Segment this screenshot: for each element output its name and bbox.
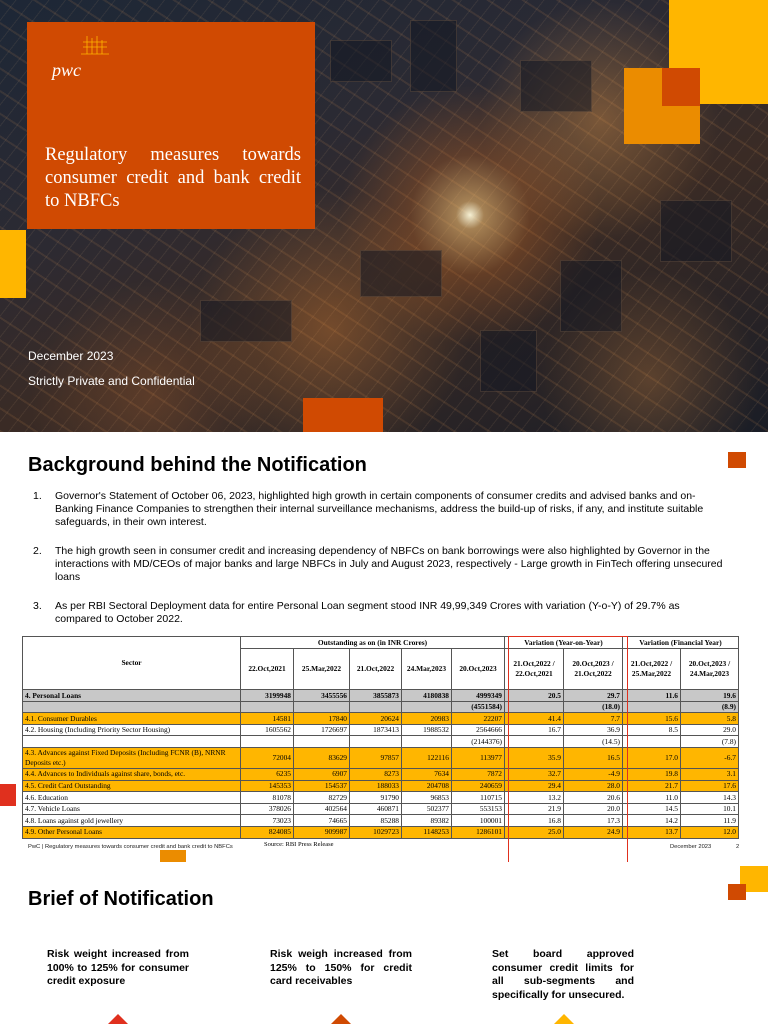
table-cell: 145353	[241, 780, 294, 792]
table-cell: 20983	[402, 713, 452, 725]
table-cell: 12.0	[681, 826, 739, 838]
row-label: 4.2. Housing (Including Priority Sector Housing)	[23, 724, 241, 736]
table-cell: 17.3	[564, 815, 623, 827]
row-label: 4.4. Advances to Individuals against share, bonds, etc.	[23, 768, 241, 780]
page-number: 2	[736, 844, 740, 850]
table-cell: 14.2	[623, 815, 681, 827]
table-cell: 2564666	[452, 724, 505, 736]
table-cell: 81078	[241, 792, 294, 804]
table-cell: 824085	[241, 826, 294, 838]
row-label: 4.6. Education	[23, 792, 241, 804]
table-cell: 10.1	[681, 803, 739, 815]
table-row	[23, 815, 739, 827]
table-cell: 29.0	[681, 724, 739, 736]
table-cell: 1726697	[294, 724, 350, 736]
table-cell: 74665	[294, 815, 350, 827]
table-row	[23, 803, 739, 815]
table-cell: 13.7	[623, 826, 681, 838]
table-cell: 100001	[452, 815, 505, 827]
row-label: 4.7. Vehicle Loans	[23, 803, 241, 815]
table-row	[23, 736, 739, 748]
column-header: 21.Oct,2022	[350, 648, 402, 689]
table-cell: 20.6	[564, 792, 623, 804]
cover-slide	[0, 0, 768, 432]
table-cell: 8273	[350, 768, 402, 780]
table-cell: -6.7	[681, 747, 739, 768]
table-cell: 11.0	[623, 792, 681, 804]
table-cell	[623, 701, 681, 713]
table-cell: 29.7	[564, 690, 623, 702]
table-cell: 4180838	[402, 690, 452, 702]
table-cell: 502377	[402, 803, 452, 815]
table-cell: 20.0	[564, 803, 623, 815]
table-cell: 7.7	[564, 713, 623, 725]
brief-heading: Brief of Notification	[28, 888, 214, 910]
column-header: 20.Oct,2023 / 21.Oct,2022	[564, 648, 623, 689]
column-header: 24.Mar,2023	[402, 648, 452, 689]
table-cell: 1988532	[402, 724, 452, 736]
table-cell: 15.6	[623, 713, 681, 725]
table-cell: 73023	[241, 815, 294, 827]
table-cell	[294, 736, 350, 748]
table-cell: 16.8	[505, 815, 564, 827]
table-cell: 72004	[241, 747, 294, 768]
city-block	[360, 250, 442, 297]
table-cell: 89382	[402, 815, 452, 827]
table-cell: 4999349	[452, 690, 505, 702]
table-cell	[350, 701, 402, 713]
deco-red-tab	[0, 784, 16, 806]
brief-marker-icon	[108, 1014, 128, 1024]
table-row	[23, 747, 739, 768]
table-cell: (8.9)	[681, 701, 739, 713]
table-cell: 21.7	[623, 780, 681, 792]
background-slide	[0, 432, 768, 862]
row-label: 4.1. Consumer Durables	[23, 713, 241, 725]
brief-marker-icon	[331, 1014, 351, 1024]
list-text: The high growth seen in consumer credit and increasing dependency of NBFCs on bank borrowings were also highlighted by Governor in the interactions with MD/CEOs of major banks and large NBFCs in July and August 2023, respectively - Large growth in FinTech offering unsecured loans	[55, 545, 723, 583]
city-block	[330, 40, 392, 82]
table-cell: 11.9	[681, 815, 739, 827]
table-cell	[294, 701, 350, 713]
row-label: 4.9. Other Personal Loans	[23, 826, 241, 838]
table-cell: 3455556	[294, 690, 350, 702]
table-row	[23, 690, 739, 702]
table-cell: 14581	[241, 713, 294, 725]
footer-left: PwC | Regulatory measures towards consumer credit and bank credit to NBFCs	[28, 844, 233, 850]
list-number: 1.	[33, 490, 42, 502]
city-block	[200, 300, 292, 342]
table-cell: 36.9	[564, 724, 623, 736]
city-block	[410, 20, 457, 92]
table-cell: (4551584)	[452, 701, 505, 713]
row-label	[23, 701, 241, 713]
table-cell: 22207	[452, 713, 505, 725]
table-cell: 1286101	[452, 826, 505, 838]
table-cell: 20.5	[505, 690, 564, 702]
list-number: 2.	[33, 545, 42, 557]
column-header: 21.Oct,2022 / 22.Oct,2021	[505, 648, 564, 689]
table-cell: 1148253	[402, 826, 452, 838]
column-header: 21.Oct,2022 / 25.Mar,2022	[623, 648, 681, 689]
table-cell: 7872	[452, 768, 505, 780]
table-cell: 113977	[452, 747, 505, 768]
table-cell: 909987	[294, 826, 350, 838]
row-label: 4.5. Credit Card Outstanding	[23, 780, 241, 792]
table-cell: 82729	[294, 792, 350, 804]
table-cell: 204708	[402, 780, 452, 792]
pwc-logo-mark-icon	[77, 34, 111, 56]
table-cell: 553153	[452, 803, 505, 815]
table-cell: 19.6	[681, 690, 739, 702]
table-cell: (14.5)	[564, 736, 623, 748]
table-cell: 154537	[294, 780, 350, 792]
table-cell: 16.7	[505, 724, 564, 736]
table-cell: 14.5	[623, 803, 681, 815]
table-cell: -4.9	[564, 768, 623, 780]
table-cell: 110715	[452, 792, 505, 804]
fy-header: Variation (Financial Year)	[623, 637, 739, 649]
table-cell	[350, 736, 402, 748]
table-cell: 32.7	[505, 768, 564, 780]
table-row	[23, 768, 739, 780]
table-cell: 188033	[350, 780, 402, 792]
city-block	[480, 330, 537, 392]
table-row	[23, 792, 739, 804]
table-row	[23, 780, 739, 792]
table-cell: 1605562	[241, 724, 294, 736]
table-cell: 402564	[294, 803, 350, 815]
table-cell: 16.5	[564, 747, 623, 768]
table-cell: 3855873	[350, 690, 402, 702]
table-cell: 17840	[294, 713, 350, 725]
yoy-highlight-box	[508, 636, 628, 870]
table-cell: 29.4	[505, 780, 564, 792]
brief-item-board-limits: Set board approved consumer credit limits for all sub-segments and specifically for unsecured.	[492, 948, 634, 1001]
table-cell: 122116	[402, 747, 452, 768]
column-header: 25.Mar,2022	[294, 648, 350, 689]
sector-header: Sector	[23, 637, 241, 690]
table-cell: 1873413	[350, 724, 402, 736]
table-cell: 24.9	[564, 826, 623, 838]
table-cell: 85288	[350, 815, 402, 827]
table-cell: 3.1	[681, 768, 739, 780]
row-label: 4.3. Advances against Fixed Deposits (Including FCNR (B), NRNR Deposits etc.)	[23, 747, 241, 768]
table-cell: 28.0	[564, 780, 623, 792]
cover-title: Regulatory measures towards consumer credit and bank credit to NBFCs	[45, 145, 301, 211]
cover-date: December 2023	[28, 349, 114, 363]
background-heading: Background behind the Notification	[28, 454, 367, 476]
row-label: 4.8. Loans against gold jewellery	[23, 815, 241, 827]
table-cell: 41.4	[505, 713, 564, 725]
yoy-header: Variation (Year-on-Year)	[505, 637, 623, 649]
table-cell: 378026	[241, 803, 294, 815]
table-cell: 11.6	[623, 690, 681, 702]
cover-title-box	[27, 22, 315, 229]
table-cell: 1029723	[350, 826, 402, 838]
table-cell: 5.8	[681, 713, 739, 725]
table-cell: 97857	[350, 747, 402, 768]
table-cell: (18.0)	[564, 701, 623, 713]
list-number: 3.	[33, 600, 42, 612]
table-cell: 20624	[350, 713, 402, 725]
table-cell	[402, 736, 452, 748]
table-cell: 7634	[402, 768, 452, 780]
table-cell: 6907	[294, 768, 350, 780]
city-block	[520, 60, 592, 112]
column-header: 22.Oct,2021	[241, 648, 294, 689]
table-cell: 83629	[294, 747, 350, 768]
list-text: Governor's Statement of October 06, 2023, highlighted high growth in certain components of consumer credits and advised banks and on-Banking Finance Companies to strengthen their internal surveillance mechanisms, address the build-up of risks, if any, and institute suitable safeguards, in their own interest.	[55, 490, 704, 528]
table-cell: 21.9	[505, 803, 564, 815]
table-cell: 19.8	[623, 768, 681, 780]
deco-orange-corner	[728, 884, 746, 900]
table-cell: 14.3	[681, 792, 739, 804]
column-header: 20.Oct,2023	[452, 648, 505, 689]
footer-date: December 2023	[670, 844, 712, 850]
row-label: 4. Personal Loans	[23, 690, 241, 702]
table-source: Source: RBI Press Release	[264, 841, 334, 848]
table-row	[23, 724, 739, 736]
brief-marker-icon	[554, 1014, 574, 1024]
table-cell: 17.0	[623, 747, 681, 768]
list-text: As per RBI Sectoral Deployment data for entire Personal Loan segment stood INR 49,99,349 Crores with variation (Y-o-Y) of 29.7% as compared to October 2022.	[55, 600, 680, 625]
outstanding-header: Outstanding as on (in INR Crores)	[241, 637, 505, 649]
table-cell: 35.9	[505, 747, 564, 768]
table-cell: 6235	[241, 768, 294, 780]
table-cell: 3199948	[241, 690, 294, 702]
table-cell	[241, 701, 294, 713]
table-cell	[623, 736, 681, 748]
table-row	[23, 826, 739, 838]
column-header: 20.Oct,2023 / 24.Mar,2023	[681, 648, 739, 689]
table-cell	[402, 701, 452, 713]
table-cell: 8.5	[623, 724, 681, 736]
table-cell: 13.2	[505, 792, 564, 804]
pwc-logo: pwc	[52, 60, 81, 80]
table-row	[23, 713, 739, 725]
table-cell: 25.0	[505, 826, 564, 838]
cover-confidentiality: Strictly Private and Confidential	[28, 374, 195, 388]
brief-item-risk-weight-credit-card: Risk weigh increased from 125% to 150% for credit card receivables	[270, 948, 412, 987]
table-cell: 17.6	[681, 780, 739, 792]
deco-small-square	[728, 452, 746, 468]
deco-yellow-bar	[0, 230, 26, 298]
table-cell: 91790	[350, 792, 402, 804]
table-body	[23, 690, 739, 839]
table-cell: (7.8)	[681, 736, 739, 748]
deco-bottom-block	[303, 398, 383, 432]
table-cell: 460871	[350, 803, 402, 815]
brief-item-risk-weight-consumer: Risk weight increased from 100% to 125% for consumer credit exposure	[47, 948, 189, 987]
sector-table	[22, 636, 739, 839]
row-label	[23, 736, 241, 748]
table-cell	[241, 736, 294, 748]
table-cell: 240659	[452, 780, 505, 792]
table-cell: (2144376)	[452, 736, 505, 748]
table-row	[23, 701, 739, 713]
city-block	[660, 200, 732, 262]
brief-slide	[0, 862, 768, 1024]
deco-dark-orange-square	[662, 68, 700, 106]
table-cell: 96853	[402, 792, 452, 804]
city-block	[560, 260, 622, 332]
